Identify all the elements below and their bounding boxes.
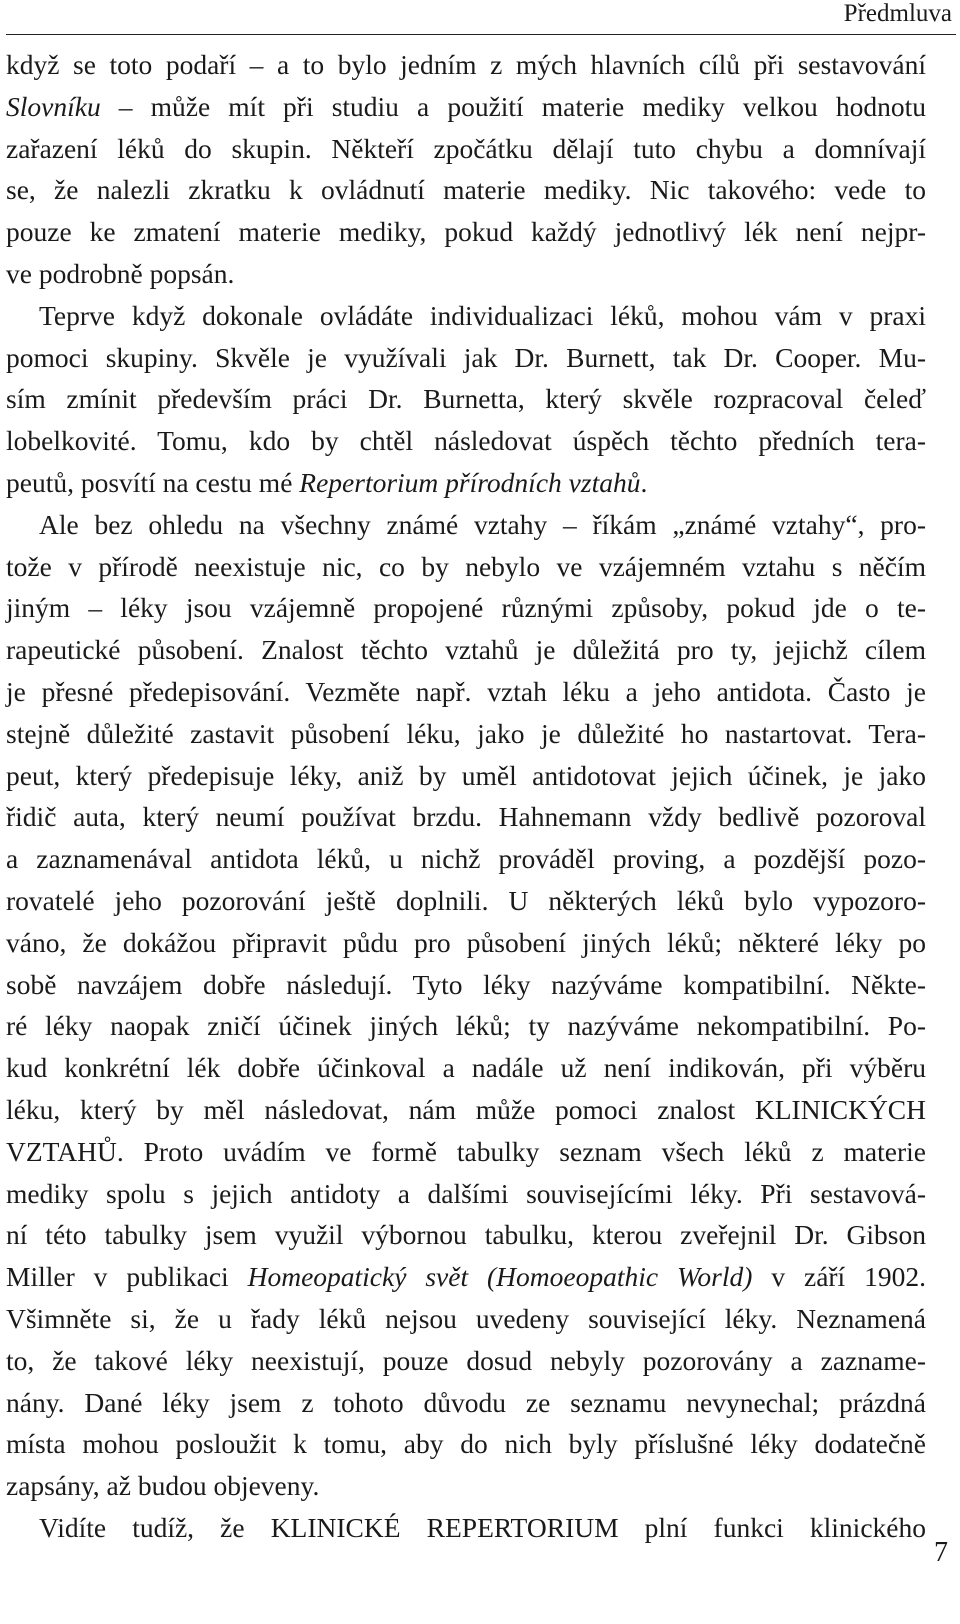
italic-title: Repertorium přírodních vztahů — [299, 466, 641, 498]
text-line — [6, 1465, 926, 1507]
text-line — [6, 86, 926, 128]
text-segment: pouze ke zmatení materie mediky, pokud každý jednotlivý lék není nejpr- — [6, 216, 926, 248]
text-line — [6, 1047, 926, 1089]
text-line — [6, 546, 926, 588]
text-segment: stejně důležité zastavit působení léku, jako je důležité ho nastartovat. Tera- — [6, 717, 926, 749]
text-segment: je přesné předepisování. Vezměte např. vztah léku a jeho antidota. Často je — [6, 675, 926, 707]
text-segment: když se toto podaří – a to bylo jedním z mých hlavních cílů při sestavování — [6, 49, 926, 80]
text-line — [6, 964, 926, 1006]
text-segment: Všimněte si, že u řady léků nejsou uvedeny související léky. Neznamená — [6, 1302, 926, 1334]
text-line — [6, 1173, 926, 1215]
text-line — [6, 587, 926, 629]
text-line — [6, 420, 926, 462]
italic-title: Slovníku — [6, 90, 101, 122]
text-line — [6, 1214, 926, 1256]
text-segment: rapeutické působení. Znalost těchto vztahů je důležitá pro ty, jejichž cílem — [6, 634, 926, 666]
text-segment: ní této tabulky jsem využil výbornou tabulku, kterou zveřejnil Dr. Gibson — [6, 1219, 926, 1251]
text-segment: nány. Dané léky jsem z tohoto důvodu ze seznamu nevynechal; prázdná — [6, 1386, 926, 1418]
text-line — [6, 211, 926, 253]
text-line — [6, 378, 926, 420]
text-segment: zapsány, až budou objeveny. — [6, 1470, 320, 1502]
text-segment: tože v přírodě neexistuje nic, co by nebylo ve vzájemném vztahu s něčím — [6, 550, 926, 582]
text-line — [6, 1089, 926, 1131]
text-line — [6, 671, 926, 713]
text-line — [6, 128, 926, 170]
text-segment: zařazení léků do skupin. Někteří zpočátku dělají tuto chybu a domnívají — [6, 132, 926, 164]
text-line — [6, 1382, 926, 1424]
text-segment: se, že nalezli zkratku k ovládnutí materie mediky. Nic takového: vede to — [6, 174, 926, 206]
text-line — [6, 1005, 926, 1047]
text-line — [6, 337, 926, 379]
text-segment: jiným – léky jsou vzájemně propojené různými způsoby, pokud jde o te- — [6, 592, 926, 624]
italic-title: Homeopatický svět (Homoeopathic World) — [247, 1261, 753, 1293]
text-segment: mediky spolu s jejich antidoty a dalšími souvisejícími léky. Při sestavová- — [6, 1177, 926, 1209]
text-segment: Ale bez ohledu na všechny známé vztahy – říkám „známé vztahy“, pro- — [39, 508, 926, 540]
text-line — [6, 295, 926, 337]
text-segment: váno, že dokážou připravit půdu pro působení jiných léků; některé léky po — [6, 926, 926, 958]
text-line — [6, 253, 926, 295]
text-segment: pomoci skupiny. Skvěle je využívali jak Dr. Burnett, tak Dr. Cooper. Mu- — [6, 341, 926, 373]
running-head: Předmluva — [843, 0, 952, 27]
text-segment: – může mít při studiu a použití materie mediky velkou hodnotu — [100, 90, 926, 122]
text-segment: VZTAHŮ. Proto uvádím ve formě tabulky seznam všech léků z materie — [6, 1135, 926, 1167]
text-line — [6, 922, 926, 964]
text-line — [6, 1256, 926, 1298]
text-segment: sobě navzájem dobře následují. Tyto léky nazýváme kompatibilní. Někte- — [6, 968, 926, 1000]
text-segment: léku, který by měl následovat, nám může pomoci znalost KLINICKÝCH — [6, 1093, 926, 1125]
text-line — [6, 1131, 926, 1173]
text-segment: řidič auta, který neumí používat brzdu. Hahnemann vždy bedlivě pozoroval — [6, 801, 926, 833]
text-segment: ré léky naopak zničí účinek jiných léků; ty nazýváme nekompatibilní. Po- — [6, 1010, 926, 1042]
text-segment: . — [640, 466, 648, 498]
text-segment: peut, který předepisuje léky, aniž by uměl antidotovat jejich účinek, je jako — [6, 759, 926, 791]
text-segment: sím zmínit především práci Dr. Burnetta, který skvěle rozpracoval čeleď — [6, 383, 926, 415]
text-line — [6, 796, 926, 838]
text-segment: a zaznamenával antidota léků, u nichž prováděl proving, a pozdější pozo- — [6, 843, 926, 875]
text-line — [6, 880, 926, 922]
text-line — [6, 713, 926, 755]
text-segment: lobelkovité. Tomu, kdo by chtěl následovat úspěch těchto předních tera- — [6, 425, 926, 457]
text-segment: rovatelé jeho pozorování ještě doplnili. U některých léků bylo vypozoro- — [6, 884, 926, 916]
text-segment: místa mohou posloužit k tomu, aby do nich byly příslušné léky dodatečně — [6, 1428, 926, 1460]
text-segment: kud konkrétní lék dobře účinkoval a nadále už není indikován, při výběru — [6, 1052, 926, 1084]
text-line — [6, 462, 926, 504]
text-line — [6, 1298, 926, 1340]
text-segment: Miller v publikaci — [6, 1261, 248, 1293]
text-segment: Teprve když dokonale ovládáte individualizaci léků, mohou vám v praxi — [39, 299, 926, 331]
text-line — [6, 1340, 926, 1382]
text-line — [6, 838, 926, 880]
text-segment: Vidíte tudíž, že KLINICKÉ REPERTORIUM plní funkci klinického — [39, 1511, 926, 1543]
header-rule — [6, 34, 956, 35]
text-line — [6, 1423, 926, 1465]
text-line — [6, 1507, 926, 1549]
text-line — [6, 755, 926, 797]
text-segment: peutů, posvítí na cestu mé — [6, 466, 300, 498]
text-line — [6, 504, 926, 546]
text-line — [6, 629, 926, 671]
text-line — [6, 169, 926, 211]
text-line — [6, 44, 926, 86]
text-segment: v září 1902. — [752, 1261, 926, 1293]
text-segment: ve podrobně popsán. — [6, 257, 235, 289]
text-segment: to, že takové léky neexistují, pouze dosud nebyly pozorovány a zazname- — [6, 1344, 926, 1376]
body-text — [6, 44, 926, 1549]
page-number: 7 — [934, 1537, 948, 1568]
